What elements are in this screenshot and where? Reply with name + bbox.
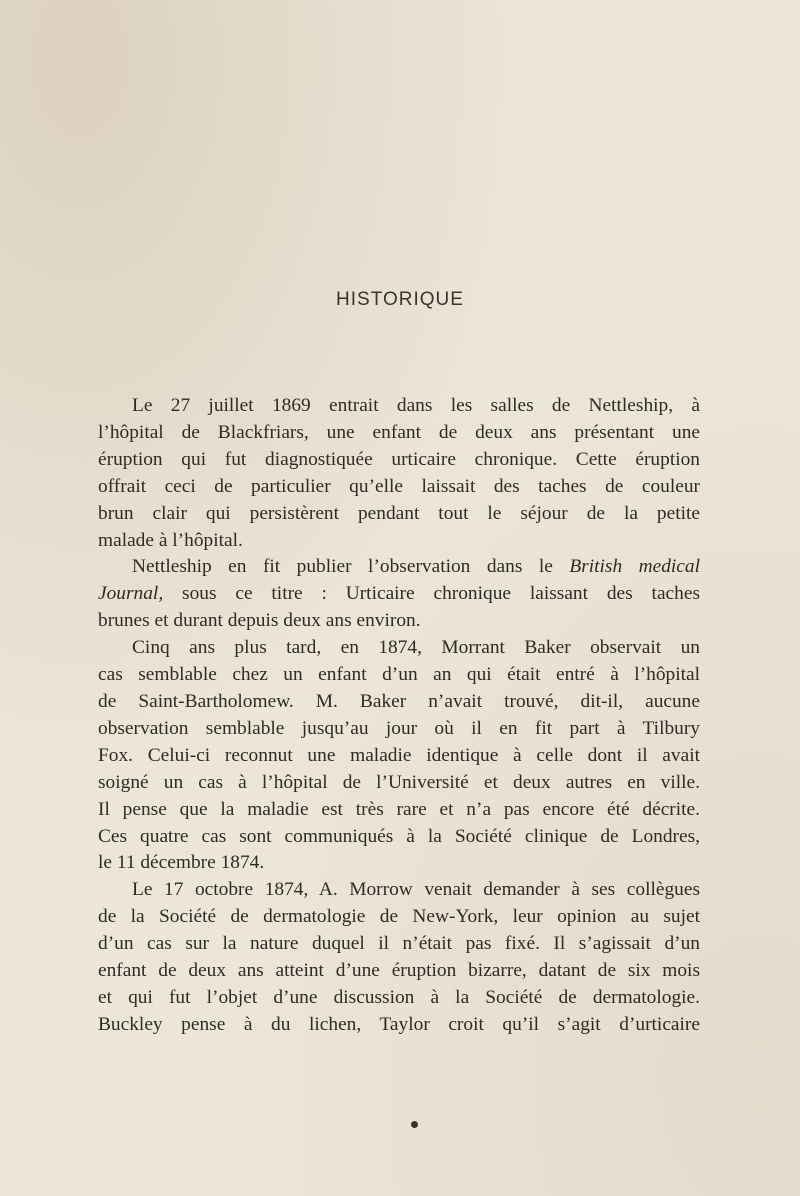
text-line [98, 554, 700, 581]
text-line: Ces quatre cas sont communiqués à la Société clinique de Londres, [98, 825, 700, 847]
text-run: sous ce titre : Urticaire chronique laissant des taches [182, 583, 700, 605]
text-line: Le 27 juillet 1869 entrait dans les salles de Nettleship, à [132, 395, 700, 416]
text-line: brun clair qui persistèrent pendant tout le séjour de la petite [98, 502, 700, 524]
text-line: Le 17 octobre 1874, A. Morrow venait demander à ses collègues [132, 879, 700, 901]
text-line: malade à l’hôpital. [98, 529, 243, 551]
paragraph-1 [98, 393, 700, 554]
text-line: cas semblable chez un enfant d’un an qui était entré à l’hôpital [98, 664, 700, 686]
ink-spot [411, 1121, 418, 1128]
text-line: offrait ceci de particulier qu’elle laissait des taches de couleur [98, 475, 700, 497]
journal-title: British medical [569, 556, 700, 578]
paragraph-4 [98, 877, 700, 1038]
text-line: observation semblable jusqu’au jour où il en fit part à Tilbury [98, 717, 700, 739]
text-line: Il pense que la maladie est très rare et n’a pas encore été décrite. [98, 798, 700, 820]
paragraph-3 [98, 635, 700, 877]
text-line: d’un cas sur la nature duquel il n’était pas fixé. Il s’agissait d’un [98, 933, 700, 955]
body-text [98, 393, 700, 1039]
text-line: enfant de deux ans atteint d’une éruption bizarre, datant de six mois [98, 960, 700, 982]
text-line: soigné un cas à l’hôpital de l’Université et deux autres en ville. [98, 771, 700, 793]
journal-title: Journal, [98, 583, 164, 605]
text-line: éruption qui fut diagnostiquée urticaire chronique. Cette éruption [98, 448, 700, 470]
section-heading: HISTORIQUE [336, 289, 464, 310]
text-line: de Saint-Bartholomew. M. Baker n’avait trouvé, dit-il, aucune [98, 690, 700, 712]
text-line: Buckley pense à du lichen, Taylor croit qu’il s’agit d’urticaire [98, 1013, 700, 1035]
text-line [98, 581, 700, 608]
text-line: brunes et durant depuis deux ans environ. [98, 610, 421, 632]
text-line: et qui fut l’objet d’une discussion à la Société de dermatologie. [98, 986, 700, 1008]
text-line: de la Société de dermatologie de New-York, leur opinion au sujet [98, 906, 700, 928]
paragraph-2 [98, 554, 700, 635]
text-run: Nettleship en fit publier l’observation dans le [132, 556, 553, 578]
text-line: le 11 décembre 1874. [98, 852, 265, 874]
text-line: l’hôpital de Blackfriars, une enfant de deux ans présentant une [98, 421, 700, 443]
text-line: Cinq ans plus tard, en 1874, Morrant Baker observait un [132, 637, 700, 659]
text-line: Fox. Celui-ci reconnut une maladie identique à celle dont il avait [98, 744, 700, 766]
